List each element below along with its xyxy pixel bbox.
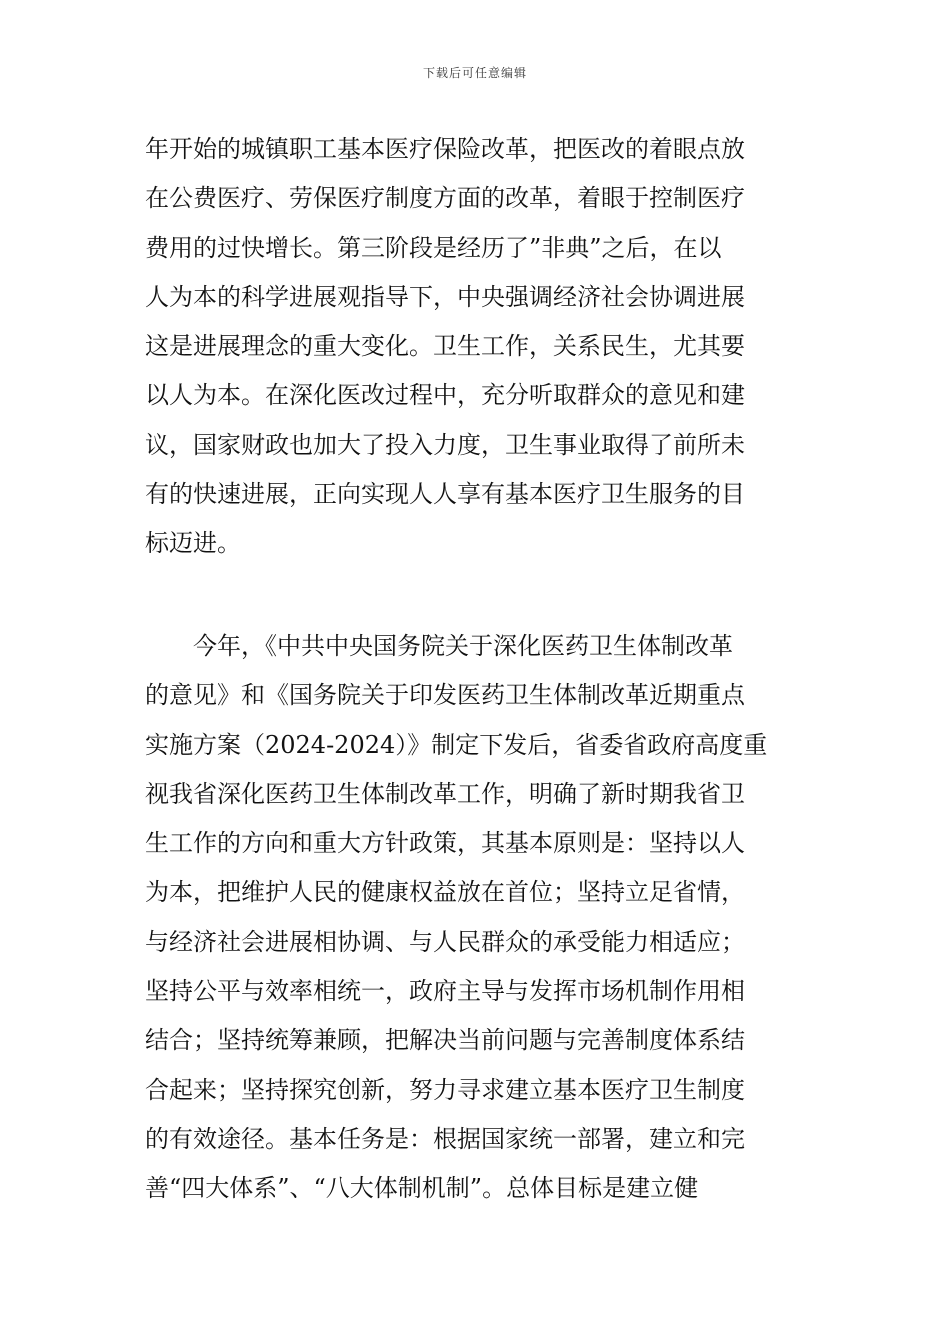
text-line: 这是进展理念的重大变化。卫生工作，关系民生，尤其要 [145,332,745,361]
paragraph-2 [145,622,810,1214]
text-line: 合起来；坚持探究创新，努力寻求建立基本医疗卫生制度 [145,1075,745,1104]
text-line: 在公费医疗、劳保医疗制度方面的改革，着眼于控制医疗 [145,184,745,213]
text-line: 今年，《中共中央国务院关于深化医药卫生体制改革 [193,632,733,660]
text-line: 结合；坚持统筹兼顾，把解决当前问题与完善制度体系结 [145,1026,745,1055]
text-line: 费用的过快增长。第三阶段是经历了”非典”之后，在以 [145,233,722,262]
text-line: 标迈进。 [145,529,241,558]
text-line: 的有效途径。基本任务是：根据国家统一部署，建立和完 [145,1124,745,1153]
text-line: 年开始的城镇职工基本医疗保险改革，把医改的着眼点放 [145,135,745,163]
text-line: 与经济社会进展相协调、与人民群众的承受能力相适应； [145,927,745,956]
text-line: 以人为本。在深化医改过程中，充分听取群众的意见和建 [145,381,745,410]
text-line: 的意见》和《国务院关于印发医药卫生体制改革近期重点 [145,681,745,710]
text-line: 为本，把维护人民的健康权益放在首位；坚持立足省情， [145,878,745,907]
text-line: 视我省深化医药卫生体制改革工作，明确了新时期我省卫 [145,779,745,808]
page-header: 下载后可任意编辑 [422,66,527,80]
paragraph-1 [145,125,810,569]
text-line: 生工作的方向和重大方针政策，其基本原则是：坚持以人 [145,829,745,858]
text-line: 有的快速进展，正向实现人人享有基本医疗卫生服务的目 [145,480,745,509]
text-line: 善“四大体系”、“八大体制机制”。总体目标是建立健 [145,1174,699,1203]
text-line: 人为本的科学进展观指导下，中央强调经济社会协调进展 [145,282,745,311]
text-line: 坚持公平与效率相统一，政府主导与发挥市场机制作用相 [145,977,745,1006]
text-line: 议，国家财政也加大了投入力度，卫生事业取得了前所未 [145,430,745,459]
text-line: 实施方案（2024-2024）》制定下发后，省委省政府高度重 [145,730,768,759]
